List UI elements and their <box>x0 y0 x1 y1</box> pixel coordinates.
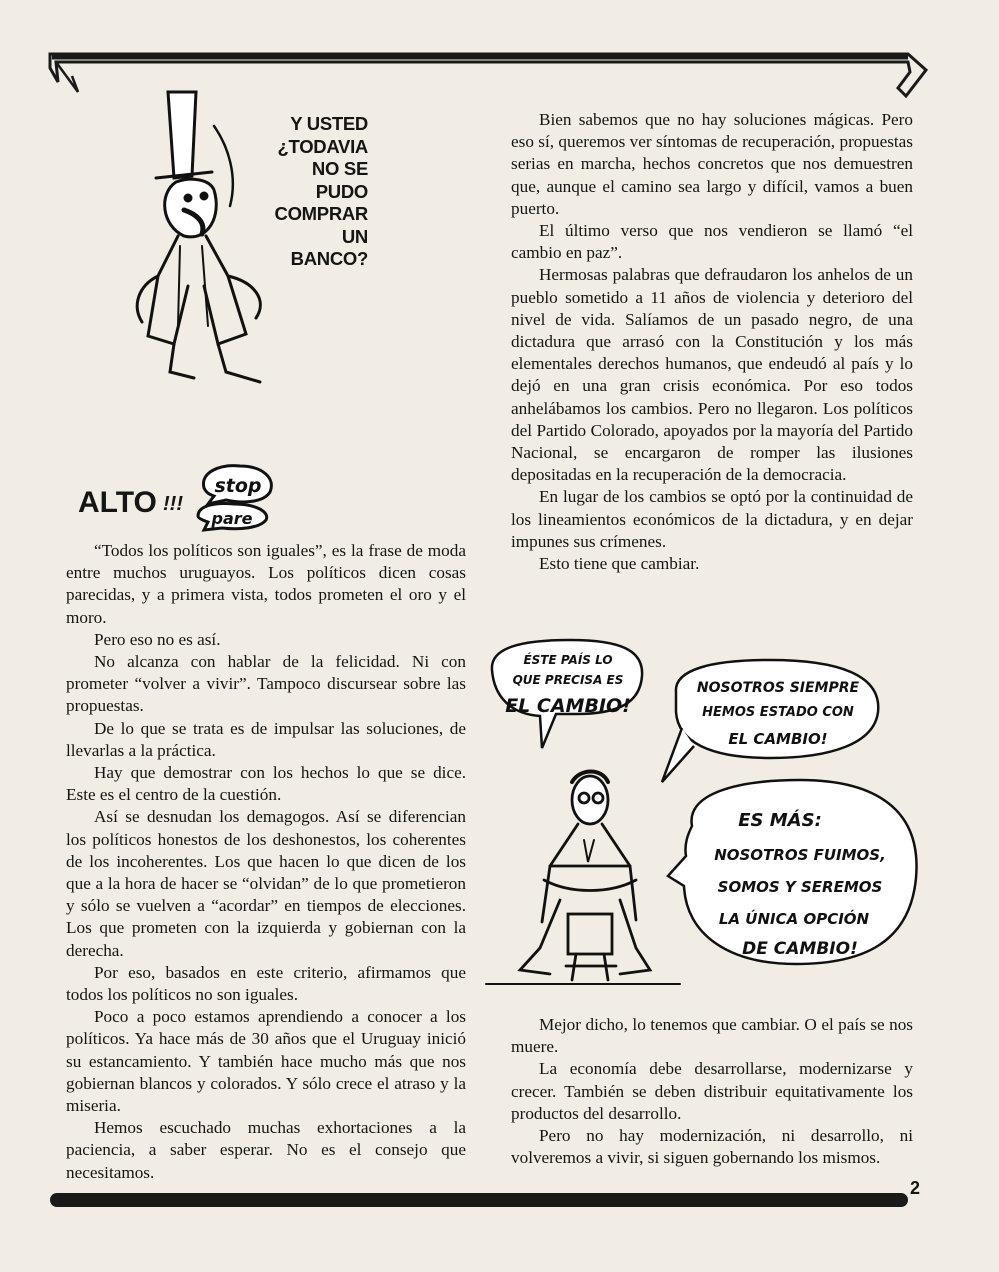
bubble1-line: QUE PRECISA ES <box>512 673 624 687</box>
headline-line: COMPRAR <box>274 203 368 224</box>
paragraph: Por eso, basados en este criterio, afirmamos que todos los políticos no son iguales. <box>66 962 466 1005</box>
headline-line: BANCO? <box>290 248 368 269</box>
page-number: 2 <box>910 1178 921 1198</box>
paragraph: Hay que demostrar con los hechos lo que se dice. Este es el centro de la cuestión. <box>66 763 466 805</box>
bubble3-line: NOSOTROS FUIMOS, <box>714 846 886 864</box>
bubble3-line: LA ÚNICA OPCIÓN <box>718 910 870 928</box>
bottom-rule <box>50 1193 908 1207</box>
bubble2-line: NOSOTROS SIEMPRE <box>696 680 860 696</box>
pare-sign-label: pare <box>211 509 253 528</box>
right-column-text-bottom <box>511 1014 913 1169</box>
headline-line: ¿TODAVIA <box>277 135 368 157</box>
headline-line: Y USTED <box>290 113 368 134</box>
exclamation-marks: !!! <box>163 493 183 515</box>
headline-line: PUDO <box>315 180 368 202</box>
headline-line: UN <box>341 225 368 247</box>
paragraph: En lugar de los cambios se optó por la continuidad de los lineamientos económicos de la dictadura, y en dejar impunes sus crímenes. <box>511 487 913 551</box>
left-column-text <box>66 540 466 1184</box>
paragraph: Esto tiene que cambiar. <box>539 554 700 574</box>
paragraph: No alcanza con hablar de la felicidad. Ni con prometer “volver a vivir”. Tampoco discursear sobre las propuestas. <box>66 652 466 716</box>
paragraph: Pero no hay modernización, ni desarrollo, ni volveremos a vivir, si siguen gobernando los mismos. <box>511 1126 913 1168</box>
bubble2-line: EL CAMBIO! <box>728 730 828 748</box>
cartoon-seated-man-speech-bubbles <box>480 630 920 1010</box>
bubble3-line: SOMOS Y SEREMOS <box>717 878 883 896</box>
cartoon-man-with-top-hat <box>118 86 278 386</box>
paragraph: La economía debe desarrollarse, modernizarse y crecer. También se deben distribuir equitativamente los productos del desarrollo. <box>511 1059 913 1123</box>
right-column-text-top <box>511 109 913 575</box>
bubble1-line: EL CAMBIO! <box>505 695 631 717</box>
paragraph: Así se desnudan los demagogos. Así se diferencian los políticos honestos de los deshonestos, los coherentes de los incoherentes. Los que hacen lo que dicen de los que a la hora de hacer se “olvidan” de lo que prometieron y sólo se vuelven a “acordar” en tiempos de elecciones. Los que prometen con la izquierda y gobiernan con la derecha. <box>66 807 466 960</box>
paragraph: El último verso que nos vendieron se llamó “el cambio en paz”. <box>511 221 913 263</box>
paragraph: Hemos escuchado muchas exhortaciones a la paciencia, a saber esperar. No es el consejo que necesitamos. <box>66 1118 466 1182</box>
section-heading-alto: ALTO <box>78 486 157 519</box>
paragraph: Hermosas palabras que defraudaron los anhelos de un pueblo sometido a 11 años de violencia y deterioro del nivel de vida. Salíamos de un pasado negro, de una dictadura que arrasó con la Constitución y los más elementales derechos humanos, que endeudó al país y lo dejó en una gran crisis económica. Por eso todos anhelábamos los cambios. Pero no llegaron. Los políticos del Partido Colorado, apoyados por la mayoría del Partido Nacional, se encargaron de romper las ilusiones depositadas en la recuperación de la democracia. <box>511 265 913 485</box>
bubble3-line: DE CAMBIO! <box>742 939 858 959</box>
paragraph: Mejor dicho, lo tenemos que cambiar. O el país se nos muere. <box>511 1015 913 1057</box>
bubble3-line: ES MÁS: <box>738 810 822 831</box>
headline-line: NO SE <box>311 158 368 179</box>
paragraph: De lo que se trata es de impulsar las soluciones, de llevarlas a la práctica. <box>66 718 466 760</box>
paragraph: Pero eso no es así. <box>94 629 221 649</box>
paragraph: Bien sabemos que no hay soluciones mágicas. Pero eso sí, queremos ver síntomas de recuperación, propuestas serias en marcha, hechos concretos que nos demuestren que, aunque el camino sea largo y difícil, vamos a buen puerto. <box>511 110 913 218</box>
bubble2-line: HEMOS ESTADO CON <box>702 705 854 720</box>
stop-sign-label: stop <box>214 475 262 497</box>
stop-sign-icon <box>190 458 280 532</box>
bubble1-line: ÉSTE PAÍS LO <box>523 653 613 667</box>
headline-question <box>268 113 368 271</box>
paragraph: Poco a poco estamos aprendiendo a conocer a los políticos. Ya hace más de 30 años que el Uruguay inició su estancamiento. Y también hace mucho más que nos gobiernan blancos y colorados. Y sólo crece el atraso y la miseria. <box>66 1007 466 1116</box>
paragraph: “Todos los políticos son iguales”, es la frase de moda entre muchos uruguayos. Los políticos dicen cosas parecidas, y a primera vista, todos prometen el oro y el moro. <box>66 541 466 627</box>
